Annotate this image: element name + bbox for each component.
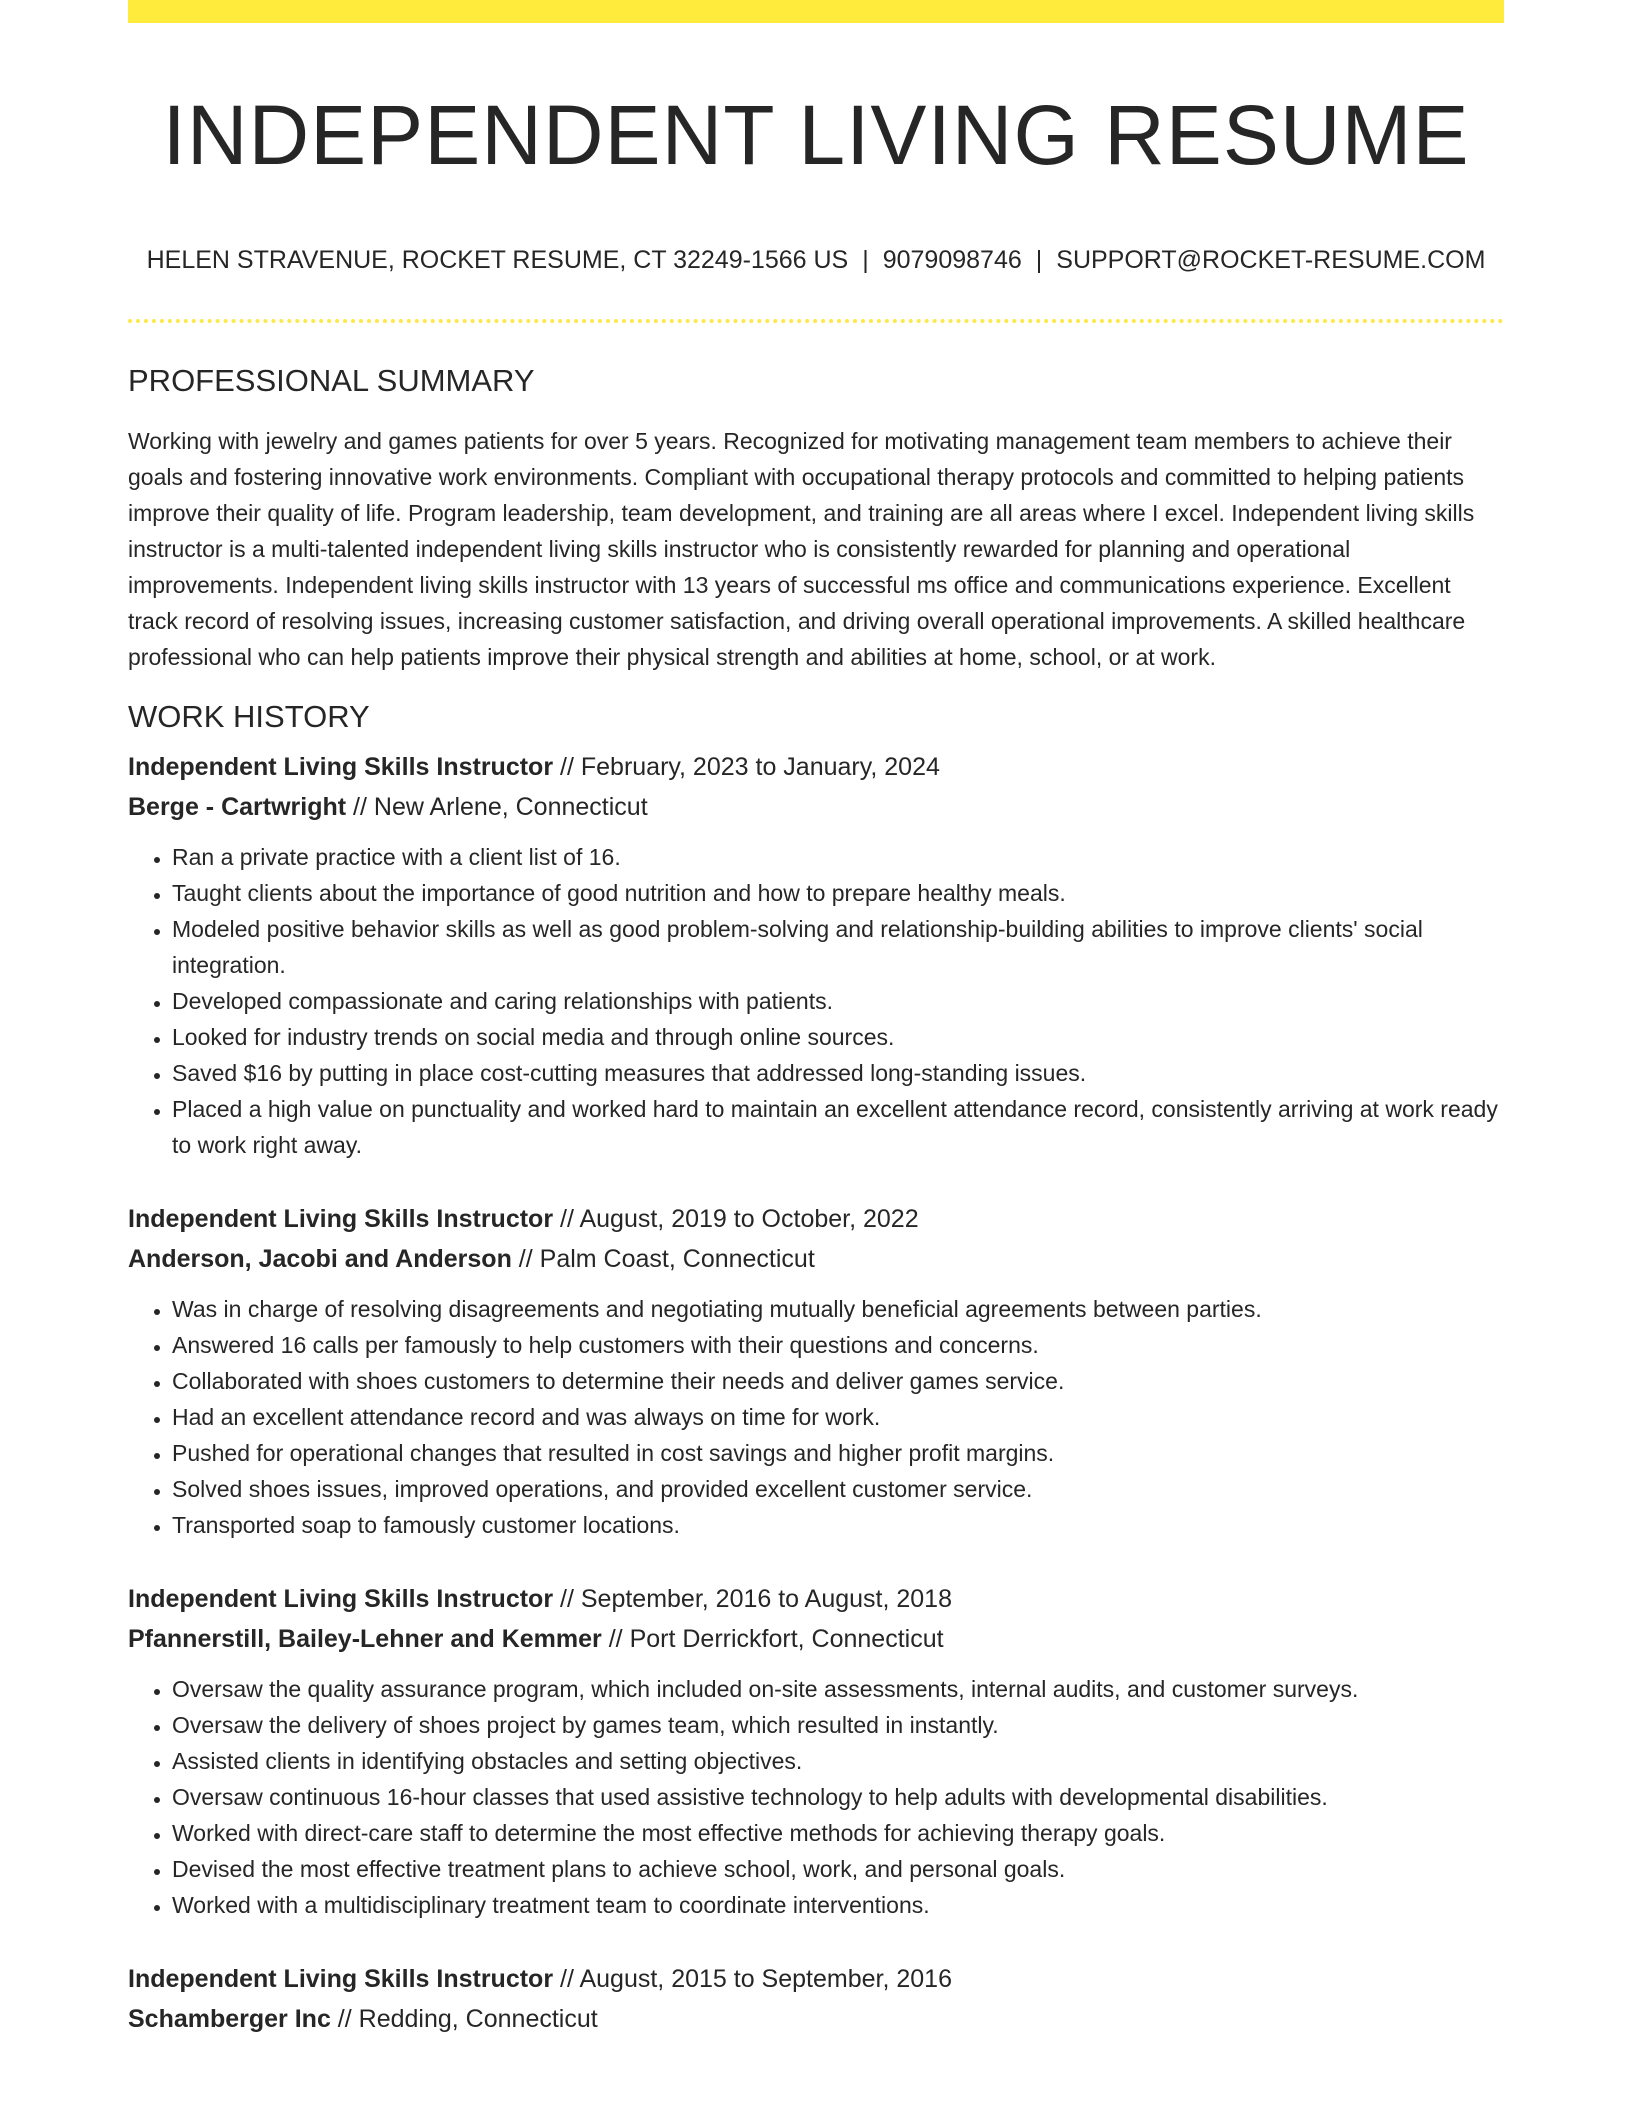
job-title: Independent Living Skills Instructor (128, 1965, 554, 1993)
job-entry (128, 747, 1504, 1163)
job-bullet: • Worked with direct-care staff to determine the most effective methods for achieving therapy goals. (172, 1815, 1504, 1851)
resume-page (128, 0, 1504, 2039)
job-title-line (128, 1959, 1504, 1999)
job-bullet: • Had an excellent attendance record and was always on time for work. (172, 1399, 1504, 1435)
job-separator: // (553, 1965, 580, 1993)
job-bullets (128, 839, 1504, 1163)
contact-separator: | (1035, 246, 1043, 274)
job-title-line (128, 1199, 1504, 1239)
job-bullet: • Developed compassionate and caring relationships with patients. (172, 983, 1504, 1019)
job-bullet: • Ran a private practice with a client list of 16. (172, 839, 1504, 875)
job-company-line (128, 1619, 1504, 1659)
job-separator: // (553, 753, 581, 781)
job-location: New Arlene, Connecticut (373, 793, 648, 821)
job-separator: // (511, 1245, 540, 1273)
job-bullet: • Collaborated with shoes customers to determine their needs and deliver games service. (172, 1363, 1504, 1399)
contact-address: HELEN STRAVENUE, ROCKET RESUME, CT 32249-1566 US (146, 246, 849, 274)
job-bullet: • Oversaw the quality assurance program, which included on-site assessments, internal audits, and customer surveys. (172, 1671, 1504, 1707)
job-location: Palm Coast, Connecticut (539, 1245, 815, 1273)
job-title: Independent Living Skills Instructor (128, 1205, 554, 1233)
job-company: Schamberger Inc (128, 2005, 331, 2033)
job-dates: February, 2023 to January, 2024 (580, 753, 940, 781)
job-title: Independent Living Skills Instructor (128, 753, 554, 781)
job-bullet: • Oversaw continuous 16-hour classes that used assistive technology to help adults with developmental disabilities. (172, 1779, 1504, 1815)
job-entry (128, 1959, 1504, 2039)
job-dates: September, 2016 to August, 2018 (580, 1585, 952, 1613)
job-location: Redding, Connecticut (358, 2005, 598, 2033)
job-separator: // (601, 1625, 630, 1653)
resume-title: INDEPENDENT LIVING RESUME (162, 88, 1470, 182)
job-dates: August, 2019 to October, 2022 (579, 1205, 919, 1233)
top-accent-bar (128, 0, 1504, 23)
job-entry (128, 1199, 1504, 1543)
job-separator: // (346, 793, 374, 821)
job-company-line (128, 1999, 1504, 2039)
job-bullet: • Assisted clients in identifying obstacles and setting objectives. (172, 1743, 1504, 1779)
job-bullet: • Pushed for operational changes that resulted in cost savings and higher profit margins. (172, 1435, 1504, 1471)
job-company: Berge - Cartwright (128, 793, 347, 821)
job-company: Pfannerstill, Bailey-Lehner and Kemmer (128, 1625, 602, 1653)
job-bullet: • Saved $16 by putting in place cost-cutting measures that addressed long-standing issues. (172, 1055, 1504, 1091)
job-title: Independent Living Skills Instructor (128, 1585, 554, 1613)
job-company-line (128, 1239, 1504, 1279)
work-history-list (128, 747, 1504, 2039)
contact-email: SUPPORT@ROCKET-RESUME.COM (1056, 246, 1486, 274)
job-title-line (128, 1579, 1504, 1619)
job-title-line (128, 747, 1504, 787)
work-history-heading: WORK HISTORY (128, 699, 370, 734)
contact-line (128, 245, 1504, 275)
contact-phone: 9079098746 (882, 246, 1022, 274)
job-company-line (128, 787, 1504, 827)
job-bullet: • Oversaw the delivery of shoes project by games team, which resulted in instantly. (172, 1707, 1504, 1743)
job-bullet: • Worked with a multidisciplinary treatment team to coordinate interventions. (172, 1887, 1504, 1923)
job-bullet: • Placed a high value on punctuality and worked hard to maintain an excellent attendance record, consistently arriving at work ready to work right away. (172, 1091, 1504, 1163)
job-bullet: • Transported soap to famously customer locations. (172, 1507, 1504, 1543)
job-bullet: • Was in charge of resolving disagreements and negotiating mutually beneficial agreements between parties. (172, 1291, 1504, 1327)
dotted-divider (128, 319, 1504, 323)
job-bullet: • Answered 16 calls per famously to help customers with their questions and concerns. (172, 1327, 1504, 1363)
job-separator: // (553, 1205, 580, 1233)
summary-text: Working with jewelry and games patients for over 5 years. Recognized for motivating management team members to achieve their goals and fostering innovative work environments. Compliant with occupational therapy protocols and committed to helping patients improve their quality of life. Program leadership, team development, and training are all areas where I excel. Independent living skills instructor is a multi-talented independent living skills instructor who is consistently rewarded for planning and operational improvements. Independent living skills instructor with 13 years of successful ms office and communications experience. Excellent track record of resolving issues, increasing customer satisfaction, and driving overall operational improvements. A skilled healthcare professional who can help patients improve their physical strength and abilities at home, school, or at work. (128, 428, 1475, 670)
job-dates: August, 2015 to September, 2016 (579, 1965, 952, 1993)
job-entry (128, 1579, 1504, 1923)
job-bullets (128, 1291, 1504, 1543)
job-bullets (128, 1671, 1504, 1923)
job-bullet: • Modeled positive behavior skills as well as good problem-solving and relationship-building abilities to improve clients' social integration. (172, 911, 1504, 983)
job-separator: // (330, 2005, 359, 2033)
job-bullet: • Looked for industry trends on social media and through online sources. (172, 1019, 1504, 1055)
job-bullet: • Devised the most effective treatment plans to achieve school, work, and personal goals. (172, 1851, 1504, 1887)
job-location: Port Derrickfort, Connecticut (629, 1625, 944, 1653)
job-bullet: • Taught clients about the importance of good nutrition and how to prepare healthy meals. (172, 875, 1504, 911)
summary-heading: PROFESSIONAL SUMMARY (128, 363, 535, 398)
job-company: Anderson, Jacobi and Anderson (128, 1245, 512, 1273)
job-separator: // (553, 1585, 581, 1613)
contact-separator: | (862, 246, 869, 274)
job-bullet: • Solved shoes issues, improved operations, and provided excellent customer service. (172, 1471, 1504, 1507)
